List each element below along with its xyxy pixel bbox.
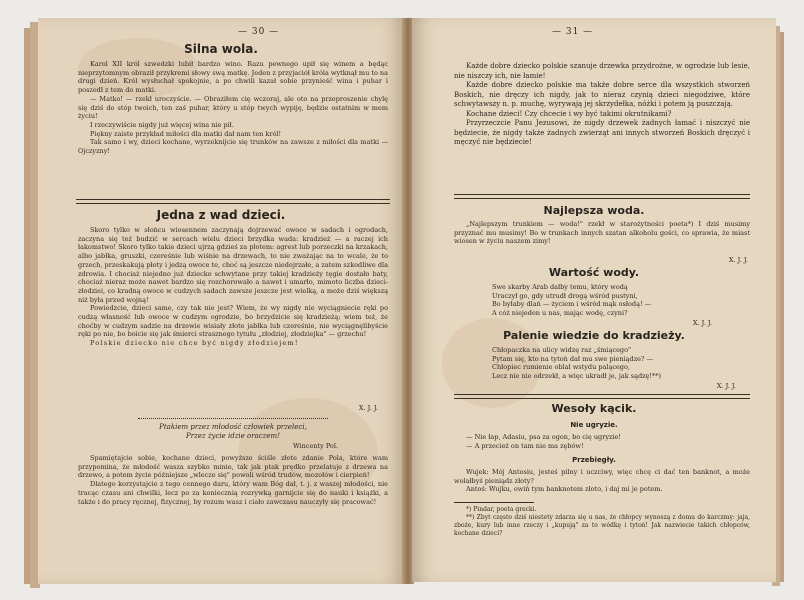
paragraph: Polskie dziecko nie chce być nigdy złodziejem! xyxy=(90,339,299,348)
story-najlepsza-woda xyxy=(454,220,750,246)
joke-line: Wujek: Mój Antosiu, jesteś pilny i uczciwy, więc chcę ci dać ten banknot, a może wolałbyś pieniądz złoty? xyxy=(454,468,750,485)
footnote: *) Pindar, poeta grecki. xyxy=(466,506,537,513)
footnotes xyxy=(454,506,750,538)
story-mlodosc xyxy=(78,454,388,506)
section-title-najlepsza-woda: Najlepsza woda. xyxy=(543,204,645,217)
signature: X. J. J. xyxy=(692,319,712,327)
joke-nie-ugryzie xyxy=(454,433,750,450)
verse-line: A cóż niejeden u nas, mając wodę, czyni? xyxy=(492,309,628,318)
signature: X. J. J. xyxy=(716,382,736,390)
paragraph: — Matko! — rzekł uroczyście. — Obraziłem cię wczoraj, ale oto na przeproszenie chylę się dziś do stóp twoich, ten zaś puhar, który u stóp twych wypiję, będzie ostatnim w mem życiu! xyxy=(78,94,388,121)
section-divider xyxy=(454,394,750,399)
paragraph: Tak samo i wy, dzieci kochane, wyrzeknijcie się trunków na zawsze z miłości dla matki — Ojczyzny! xyxy=(78,138,388,156)
intro-text xyxy=(454,62,750,148)
joke-przebiegly xyxy=(454,468,750,494)
section-title-wartosc-wody: Wartość wody. xyxy=(548,266,640,279)
paragraph: I rzeczywiście nigdy już więcej wina nie pił. xyxy=(90,120,234,129)
paragraph: Powiedzcie, dzieci same, czy tak nie jest? Wiem, że wy nigdy nie wyciągniecie ręki po cudzą własność lub owoce w cudzym ogrodzie, bo brzydzicie się kradzieżą; wiem też, że choćby w cudzym sadzie na drzewie wisiały złote jabłka lub czereśnie, nie wyciągnęlibyście ręki po nie, bo boicie się jak śmierci strasznego tytułu „złodziej, złodziejka" — grzechu! xyxy=(78,304,388,339)
dotted-divider xyxy=(138,418,328,419)
paragraph: Każde dobre dziecko polskie ma także dobre serce dla wszystkich stworzeń Boskich, nie dręczy ich nigdy, jak to nieraz czynią dzieci niegodziwe, które schwytawszy n. p. muchę, wyrywają jej skrzydełka, nóżki i potem ją puszczają. xyxy=(454,81,750,108)
signature: X. J. J. xyxy=(728,256,748,264)
paragraph: Każde dobre dziecko polskie szanuje drzewka przydrożne, w ogrodzie lub lesie, nie niszczy ich, nie łamie! xyxy=(454,62,750,80)
page-number: — 31 — xyxy=(552,27,594,37)
page-number: — 30 — xyxy=(238,27,280,37)
section-title-palenie: Palenie wiedzie do kradzieży. xyxy=(503,329,685,342)
poem-line: Ptakiem przez młodość człowiek przeleci, xyxy=(159,423,307,431)
section-title-silna-wola: Silna wola. xyxy=(184,42,258,56)
poem-author: Wincenty Pol. xyxy=(292,442,338,450)
paragraph: „Najlepszym trunkiem — woda!" rzekł w starożytności poeta*) I dziś musimy przyznać mu musimy! Bo w trunkach innych szatan alkoholu gości, co sprawia, że miast wiosen w życiu naszem zimy! xyxy=(454,220,750,246)
paragraph: Karol XII król szwedzki lubił bardzo wino. Razu pewnego upił się winem a będąc nieprzytomnym obraził przykremi słowy swą matkę. Jeden z przyjaciół króla wytknął mu to na drugi dzień. Król wysłuchał spokojnie, a po chwili kazał sobie przynieść wina i puhar i poszedł z tem do matki. xyxy=(78,60,388,95)
section-divider xyxy=(454,194,750,199)
story-jedna-z-wad xyxy=(78,226,388,348)
section-divider xyxy=(76,199,390,204)
story-silna-wola xyxy=(78,60,388,156)
paragraph: Piękny zaiste przykład miłości dla matki dał nam ten król! xyxy=(90,129,282,138)
paragraph: Spamiętajcie sobie, kochane dzieci, powyższe ściśle złote zdanie Pola, które wam przypomina, że młodość wasza szybko minie, tak jak ptak prędko przelatuje z drzewa na drzewo, a potem życie późniejsze „wlecze się" powoli wśród trudów, mozołów i cierpień! xyxy=(78,454,388,480)
verse-line: Uraczył go, gdy utrudł drogą wśród pustyni, xyxy=(492,291,638,300)
paragraph: Przyrzeczcie Panu Jezusowi, że nigdy drzewek żadnych łamać i niszczyć nie będziecie, że nigdy także żadnych zwierząt ani innych stworzeń Boskich dręczyć i męczyć nie będziecie! xyxy=(454,119,750,146)
verse-line: Swe skarby Arab dałby temu, który wodą xyxy=(492,283,628,291)
section-title-jedna-z-wad: Jedna z wad dzieci. xyxy=(156,208,286,222)
verse-line: Lecz nie nie odrzekł, a więc ukradł je, jak sądzę!**) xyxy=(492,372,662,381)
verse-line: Chłopiec rumienie oblał wstydu palącego, xyxy=(492,363,630,372)
verse-line: Chłopaczka na ulicy widzę raz „śmiącego" xyxy=(492,346,631,354)
paragraph: Kochane dzieci! Czy chcecie i wy być takimi okrutnikami? xyxy=(466,109,672,118)
section-title-wesoly-kacik: Wesoły kącik. xyxy=(551,402,637,415)
right-page xyxy=(412,18,776,582)
poem-line: Przez życie idzie oraczem! xyxy=(186,432,280,440)
poem-quote xyxy=(78,423,388,441)
paragraph: Dlatego korzystajcie z tego cennego daru, który wam Bóg dał, t. j. z waszej młodości, nie tracąc czasu ani chwilki, lecz po za koniecznią rozrywką garnijcie się do nauki i książki, a także i do pracy ręcznej, fizycznej, by rozum wasz i ciało zawczasu nauczyły się pracować! xyxy=(78,480,388,506)
verse-wartosc-wody xyxy=(492,283,742,318)
footnote-divider xyxy=(454,502,534,503)
verse-line: Bo byłaby dlań — życiem i wśród mąk osłodą! — xyxy=(492,300,652,309)
signature: X. J. J. xyxy=(358,404,378,412)
joke-line: — A przecież on tam nie ma zębów! xyxy=(466,441,584,450)
joke-line: Antoś: Wujku, owiń tym banknotem złoto, i daj mi je potem. xyxy=(466,485,663,494)
paragraph: Skoro tylko w słońcu wiosennem zaczynają dojrzewać owoce w sadach i ogrodach, zaczyna się też budzić w sercach wielu dzieci brzydka wada: kradzież — a raczej ich łakomstwo! Skoro tylko takie dzieci ujrzą gdzieś za płotem: agrest lub porzeczki na krzakach, albo jabłka, gruszki, czereśnie lub wiśnie na drzewach, to nie zważając na to wcale, że to grzech, przeskakują płoty i jedzą owoce te, choć są jeszcze niedojrzałe, a zatem szkodliwe dla zdrowia. I chociaż niejedno już dziecko schwytane przy takiej kradzieży tęgie dostało baty, chociaż nieraz może nawet bardzo się rozchorowało a nawet i umarło, mimoto liczba dzieci-złodziei, co kradną owoce w cudzych sadach zawsze jeszcze jest wielką, a może dziś większą niż była przed wojną! xyxy=(78,226,388,304)
joke-title: Przebiegły. xyxy=(572,456,616,464)
joke-title: Nie ugryzie. xyxy=(570,421,618,429)
verse-line: Pytam się, kto na tytoń dał mu swe pieniądze? — xyxy=(492,354,654,363)
footnote: **) Zbyt często dziś niestety zdarza się u nas, że chłopcy wynoszą z domu do karczmy: jaja, zboże, kury lub inne rzeczy i „kupują" za to wódkę i tytoń! Jak nazwiecie takich chłopców, kochane dzieci? xyxy=(454,514,750,537)
left-page xyxy=(38,18,404,584)
joke-line: — Nie łap, Adasiu, psa za ogon, bo cię ugryzie! xyxy=(466,433,621,441)
verse-palenie xyxy=(492,346,762,381)
